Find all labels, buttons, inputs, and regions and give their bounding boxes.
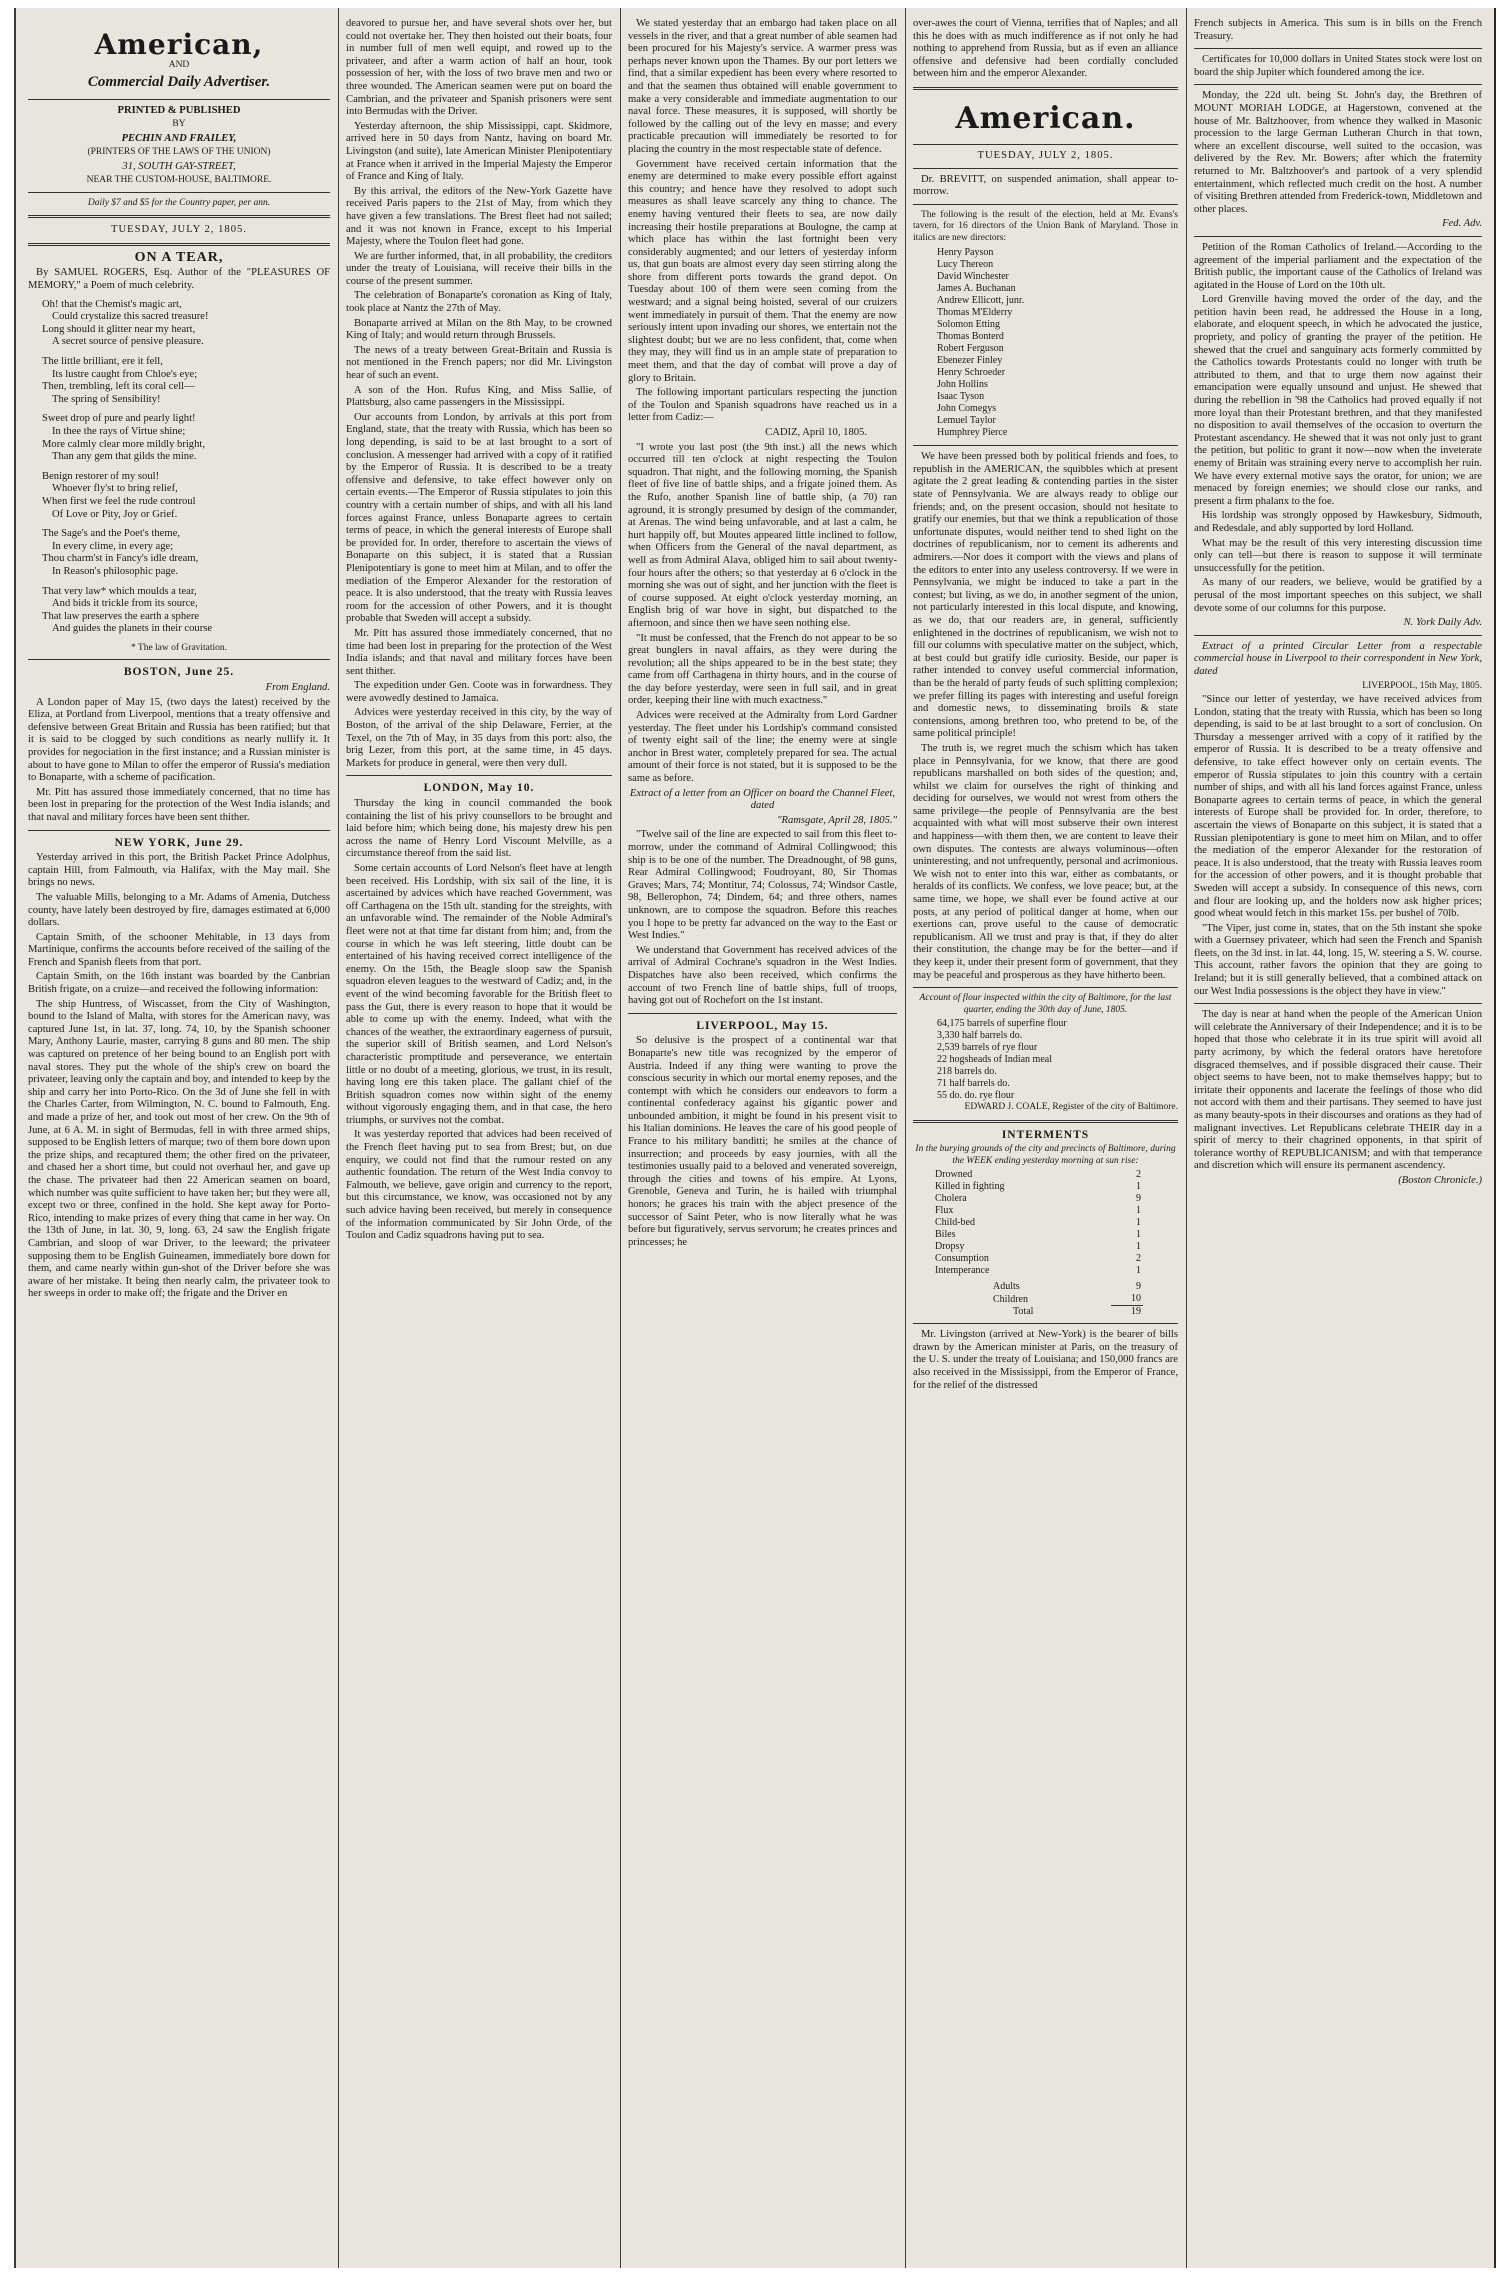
poem-line: When first we feel the rude controul bbox=[42, 495, 196, 507]
interment-row bbox=[933, 1205, 1143, 1217]
article-paragraph: "Twelve sail of the line are expected to sail from this fleet to-morrow, under the command of Admiral Collingwood; this ship is to be one of the number. The Dreadnought, of 98 guns, Rear Admiral Collingwood; Foudroyant, 80, Sir Thomas Graves; Mars, 74; Montitur, 74; Colossus, 74; Windsor Castle, 98, Bellerophon, 74; Dindem, 64; and three others, names unknown, are to compose the squadron. Before this reaches you I hope to be pretty far advanced on the way to the East or West Indies." bbox=[628, 829, 897, 942]
poem-line: The spring of Sensibility! bbox=[52, 393, 161, 405]
article-paragraph: Mr. Pitt has assured those immediately concerned, that no time had been lost in preparing for the protection of the West India islands; and that naval and military forces have been sent thither. bbox=[346, 627, 612, 677]
interment-cause: Dropsy bbox=[935, 1241, 965, 1253]
poem-stanza bbox=[28, 586, 330, 636]
editorial-paragraph: The truth is, we regret much the schism which has taken place in Pennsylvania, for we know, that there are good republicans marshalled on both sides of the question; and, whilst we claim for ourselves the right of thinking and deciding for ourselves, we would not wrest from others the same privilege—the people of Pennsylvania are the best acquainted with what will most subserve their own interest and happiness—with them then, we are content to leave their own disputes. The contests are always voluminous—often uninteresting, and not unfrequently, personal and acrimonious. We wish not to enter into this war, either as combatants, or heralds of its conflicts. We confess, we love peace; but, at the same time, we hope, we shall ever be found active at our posts, at any period of political danger at home, when our exertions can, prove useful to the cause of democratic republicanism. All we trust and pray is that, if they do alter their constitution, the change may be for the better—and if they keep it, under their present form of government, that they may be peaceful and prosperous as they have hitherto been. bbox=[913, 742, 1178, 981]
column-3 bbox=[628, 18, 897, 2256]
article-paragraph: "I wrote you last post (the 9th inst.) all the news which occurred till ten o'clock at night respecting the Toulon squadron. That night, and the following morning, the Spanish fleet of five line of battle ships, and a frigate joined them. As the Rufo, another Spanish line of battle ship, (a 70) ran aground, it is strongly presumed by design of the commander, at Arenas. The wind being unfavorable, and at last a calm, he hurt happily off, but Moutes appeared little inclined to follow, when Officers from the General of the naval department, as well as from Admiral Alava, obliged him to sail about twenty-four hours after the others; so that yesterday at 6 o'clock in the morning she was out of sight, and her junction with the fleet is of course supposed. At eight o'clock yesterday morning, an English brig of war hove in sight, but dispatched to the afternoon, and since then we have seen nothing else. bbox=[628, 441, 897, 629]
interment-count: 1 bbox=[1136, 1229, 1141, 1241]
poem-stanza bbox=[28, 528, 330, 578]
director-name: Henry Schroeder bbox=[937, 367, 1006, 379]
article-paragraph: deavored to pursue her, and have several shots over her, but could not overtake her. They then hoisted out their boats, four in number full of men well equipt, and rowed up to the privateer, and after a warm action of half an hour, took possession of her, with the loss of two brave men and two or three wounded. The American seamen were put on board the Cambrian, and the privateer and Spanish prisoners were sent into Bermudas with the Driver. bbox=[346, 18, 612, 118]
boston-heading: BOSTON, June 25. bbox=[123, 666, 235, 679]
article-paragraph: "Since our letter of yesterday, we have received advices from London, stating that the treaty with Russia, which has been so long depending, is said to be at last brought to a sort of conclusion. On Thursday a messenger arrived with a copy of it ratified by the emperor of Russia. It is described to be a treaty offensive and defensive, to take effect however only on certain events. The emperor of Russia stipulates to join this country with a certain number of ships, and with all his land forces against France, unless Bonaparte agrees to certain terms of peace, in which the general interests of Europe shall be provided for. In order, therefore, to ascertain the views of Bonaparte on this subject, it is stated that a Russian plenipotentiary is gone to meet him on Milan, and to offer the mediation of the emperor Alexander for the restoration of peace. It is also understood, that the treaty with Russia leaves room for the accession of other powers, and it is thought probable that Sweden will accept a subsidy. In consequence of this news, corn and flour are looking up, and the holders now ask higher prices; good wheat would fetch in this market 15s. per bushel of 70lb. bbox=[1194, 694, 1482, 920]
poem-line: Oh! that the Chemist's magic art, bbox=[42, 298, 182, 310]
article-paragraph: French subjects in America. This sum is in bills on the French Treasury. bbox=[1194, 18, 1482, 42]
interment-row bbox=[933, 1217, 1143, 1229]
new-york-heading: NEW YORK, June 29. bbox=[114, 836, 244, 849]
article-paragraph: Advices were received at the Admiralty from Lord Gardner yesterday. The fleet under his Lordship's command consisted of twenty eight sail of the line; the enemy were at single anchor in Brest water, completely prepared for sea. The actual amount of their force is not stated, but it is supposed to be the same as before. bbox=[628, 710, 897, 785]
boston-article: A London paper of May 15, (two days the latest) received by the Eliza, at Portland from Liverpool, mentions that a treaty offensive and defensive between Great Britain and Russia has been ratified; but that it is said to be clogged by such conditions as nearly nullify it. It provides for negociation in the first instance; and a Russian minister is about to have gone to Milan to offer the emperor of Russia's mediation to Bonaparte, with a scheme of pacification. bbox=[28, 696, 330, 784]
flour-item: 22 hogsheads of Indian meal bbox=[937, 1054, 1052, 1066]
article-paragraph: We are further informed, that, in all probability, the creditors under the treaty of Louisiana, will receive their bills in the course of the present summer. bbox=[346, 250, 612, 287]
article-paragraph: over-awes the court of Vienna, terrifies that of Naples; and all this he does with as much indifference as if not only he had nothing to apprehend from Russia, but as if even an alliance offensive and defensive had been cordially concluded between him and the emperor Alexander. bbox=[913, 18, 1178, 80]
interment-row bbox=[933, 1181, 1143, 1193]
poem-title: ON A TEAR, bbox=[134, 249, 224, 265]
interment-count: 1 bbox=[1136, 1181, 1141, 1193]
election-intro: The following is the result of the election, held at Mr. Evans's tavern, for 16 directors of the Union Bank of Maryland. Those in italics are new directors: bbox=[913, 209, 1178, 243]
interment-row bbox=[933, 1229, 1143, 1241]
flour-item: 64,175 barrels of superfine flour bbox=[937, 1018, 1067, 1030]
poem-stanza bbox=[28, 413, 330, 463]
column-rule bbox=[905, 8, 906, 2268]
poem-line: Whoever fly'st to bring relief, bbox=[52, 483, 178, 495]
ny-paragraph: Captain Smith, of the schooner Mehitable, in 13 days from Martinique, confirms the accounts before received of the sailing of the French and Spanish fleets from that port. bbox=[28, 931, 330, 968]
editorial-paragraph: Mr. Livingston (arrived at New-York) is the bearer of bills drawn by the American minister at Paris, on the treasury of the U. S. under the treaty of Louisiana; and 150,000 francs are also received in the Mississippi, from the Emperor of France, for the relief of the distressed bbox=[913, 1329, 1178, 1391]
liverpool-heading: LIVERPOOL, May 15. bbox=[696, 1019, 829, 1032]
director-name: Isaac Tyson bbox=[937, 391, 985, 403]
article-paragraph: Certificates for 10,000 dollars in United States stock were lost on board the ship Jupiter which foundered among the ice. bbox=[1194, 54, 1482, 78]
flour-item: 55 do. do. rye flour bbox=[937, 1090, 1015, 1102]
article-paragraph: The celebration of Bonaparte's coronation as King of Italy, took place at Nantz the 27th of May. bbox=[346, 290, 612, 315]
article-paragraph: A son of the Hon. Rufus King, and Miss Sallie, of Plattsburg, also came passengers in the Mississippi. bbox=[346, 384, 612, 409]
poem-line: In every clime, in every age; bbox=[52, 540, 174, 552]
source-credit: (Boston Chronicle.) bbox=[1398, 1174, 1482, 1186]
poem-line: And bids it trickle from its source, bbox=[52, 598, 198, 610]
total-count: 19 bbox=[1111, 1306, 1143, 1319]
ny-paragraph: The valuable Mills, belonging to a Mr. Adams of Amenia, Dutchess county, have lately been destroyed by fire, damages estimated at 6,000 dollars. bbox=[28, 891, 330, 929]
director-name: Lemuel Taylor bbox=[937, 415, 996, 427]
article-paragraph: Government have received certain information that the enemy are determined to make every possible effort against this country; and hence have they resolved to adopt such measures as shall leave scarcely any thing to chance. The enemy having ventured their fleets to sea, are now daily increasing their hostile preparations at Boulogne, the camp at which place has within the last fortnight been very considerably augmented; and our letters of yesterday inform us, that gun boats are almost every day seen stirring along the shore from different ports towards the grand depot. On Tuesday about 100 of them were seen coming from the westward; and a signal being hoisted, several of our cruizers went immediately in pursuit of them. That the enemy are now seriously intent upon invading our shores, we entertain not the slightest doubt; but we are no less confident, that, come when they may, they will find us in an ample state of preparation to meet them, and that the day of combat will prove a day of glory to Britain. bbox=[628, 158, 897, 384]
director-name: John Comegys bbox=[937, 403, 997, 415]
article-paragraph: The news of a treaty between Great-Britain and Russia is not mentioned in the French papers; nor did Mr. Livingston hear of such an event. bbox=[346, 344, 612, 382]
column-1 bbox=[28, 18, 330, 2256]
poem-line: Could crystalize this sacred treasure! bbox=[52, 311, 209, 323]
director-name: Lucy Thereon bbox=[937, 259, 994, 271]
director-name: John Hollins bbox=[937, 379, 988, 391]
flour-list bbox=[913, 1018, 1178, 1102]
editorial-note: Dr. BREVITT, on suspended animation, shall appear to-morrow. bbox=[913, 173, 1178, 198]
interment-cause: Flux bbox=[935, 1205, 954, 1217]
poem-line: In Reason's philosophic page. bbox=[52, 565, 179, 577]
article-paragraph: As many of our readers, we believe, would be gratified by a perusal of the most important speeches on this subject, we shall devote some of our columns for this purpose. bbox=[1194, 577, 1482, 614]
interment-row bbox=[933, 1169, 1143, 1181]
issue-date: TUESDAY, JULY 2, 1805. bbox=[111, 224, 247, 236]
article-paragraph: His lordship was strongly opposed by Hawkesbury, Sidmouth, and Redesdale, and ably supported by lord Holland. bbox=[1194, 510, 1482, 534]
printed-line: PRINTED & PUBLISHED bbox=[117, 104, 241, 116]
director-name: James A. Buchanan bbox=[937, 283, 1016, 295]
director-name: Robert Ferguson bbox=[937, 343, 1004, 355]
poem-footnote: * The law of Gravitation. bbox=[130, 642, 228, 653]
interment-count: 2 bbox=[1136, 1253, 1141, 1265]
article-paragraph: Bonaparte arrived at Milan on the 8th May, to be crowned King of Italy; and would return through Brussels. bbox=[346, 317, 612, 342]
director-name: Thomas Bonterd bbox=[937, 331, 1004, 343]
printers-note: (PRINTERS OF THE LAWS OF THE UNION) bbox=[87, 147, 271, 158]
article-paragraph: Lord Grenville having moved the order of the day, and the petition havin been read, he addressed the House in a long, elaborate, and eloquent speech, in which he advocated the justice, propriety, and policy of granting the prayer of the petition. He shewed that the cruel and sanguinary acts formerly committed by the Catholics towards Protestants could no longer with truth be attributed to them, and that to urge them now against their emancipation were equally unsound and unjust. He shewed that during the rebellion in '98 the Catholics had proved equally if not more loyal than their Protestant brethren, and that they manifested no disposition to avail themselves of the occasion to overturn the Protestant ascendancy. He shewed that it was not only just to grant the petition, but politic to grant it now—now when the inveterate enemy of Britain was straining every nerve to accomplish her ruin. We have every external motive says the orator, for union; we are menaced by foreign enemies; we should close our ranks, and present a firm phalanx to the foe. bbox=[1194, 294, 1482, 507]
column-rule bbox=[620, 8, 621, 2268]
director-name: David Winchester bbox=[937, 271, 1009, 283]
interment-cause: Consumption bbox=[935, 1253, 989, 1265]
ny-paragraph: The ship Huntress, of Wiscasset, from the City of Washington, bound to the Island of Malta, with stores for the American navy, was captured June 1st, in lat. 37, long. 74, 10, by the Spanish schooner Mary, Anthony Laurie, master, carrying 8 guns and 80 men. The ship was captured on pretence of her being bound to an English port with naval stores. They put the whole of the ship's crew on board the privateer, leaving only the captain and boy, and intended to keep by the ship and carry her into Porto-Rico. On the 3d of June she fell in with the Charles Carter, from Wilmington, N. C. bound to Falmouth, Eng. and made a prize of her, and took out most of her crew. On the 9th of June, at 6 A. M. in sight of Bermudas, fell in with three armed ships, supposed to be English letters of marque; two of them bore down upon the prize ships, and recaptured them; the other fired on the privateer, and chased her a short time, but could not overhaul her, and gave up the chase. The privateer had then 22 American seamen on board, which number was quite sufficient to have taken her; but they were all, except two or three, confined in the hold. She kept away for Porto-Rico, intending to make prizes of every thing that came in her way. On the 13th of June, in lat. 30, 9, long. 63, 24 saw the English frigate Cambrian, and sloop of war Driver, to the leeward; the privateer supposing them to be English Guineamen, immediately bore down for them, and came nearly within gun-shot of the Driver before she was aware of her mistake. It being then nearly calm, the privateer took to her sweeps in order to make off; the frigate and the Driver en bbox=[28, 998, 330, 1300]
total-label: Total bbox=[1013, 1306, 1034, 1318]
extract-heading: Extract of a printed Circular Letter from a respectable commercial house in Liverpool to their correspondent in New York, dated bbox=[1194, 640, 1482, 677]
interments-heading: INTERMENTS bbox=[1001, 1128, 1090, 1141]
poem-line: And guides the planets in their course bbox=[52, 623, 213, 635]
flour-item: 218 barrels do. bbox=[937, 1066, 997, 1078]
column-rule bbox=[1186, 8, 1187, 2268]
article-paragraph: We stated yesterday that an embargo had taken place on all vessels in the river, and that a great number of able seamen had been procured for his Majesty's service. A warmer press was perhaps never known upon the Thames. By our port letters we find, that a similar expedient has been every where resorted to and that the seamen thus obtained will enable government to make a very considerable and immediate augmentation to our naval force. These measures, it is supposed, will shortly be followed by the calling out of the levy en masse; and every practicable precaution will immediately be resorted to for placing the country in the most respectable state of defence. bbox=[628, 18, 897, 155]
article-paragraph: So delusive is the prospect of a continental war that Bonaparte's new title was recognized by the emperor of Austria. Indeed if any thing were wanting to prove the conscious security in which our mortal enemy reposes, and the contempt with which he considers our endeavors to form a continental confederacy against his gigantic power and unbounded ambition, it might be found in his present visit to his Italian dominions. He leaves the care of his good people of France to his military banditti; he smiles at the chance of insurrection; and proceeds by easy journies, with all the testimonies usually paid to a beloved and venerated sovereign, through the cities and towns of his empire. At Lyons, Grenoble, Geneva and Turin, he is hailed with triumphal honors; he graces his train with the abject presence of the successor of Saint Peter, who is now literally what he was before but figuratively, servus servorum; he creates princes and princesses; he bbox=[628, 1035, 897, 1248]
director-name: Ebenezer Finley bbox=[937, 355, 1003, 367]
flour-heading: Account of flour inspected within the city of Baltimore, for the last quarter, ending the 30th day of June, 1805. bbox=[919, 993, 1172, 1015]
poem-line: More calmly clear more mildly bright, bbox=[42, 438, 205, 450]
interment-row bbox=[933, 1253, 1143, 1265]
article-paragraph: Monday, the 22d ult. being St. John's day, the Brethren of MOUNT MORIAH LODGE, at Hagerstown, convened at the house of Mr. Baltzhoover, from whence they walked in Masonic procession to the large German Lutheran Church in that town, where an excellent discourse, well suited to the occasion, was delivered by the Rev. Mr. Bowers; after which the fraternity returned to Mr. Baltzhoover's and partook of a very splendid entertainment, which reflected much credit on the host. A number of visiting Brethren attended from Frederick-town, Middletown and other places. bbox=[1194, 90, 1482, 215]
interments-subheading: In the burying grounds of the city and precincts of Baltimore, during the WEEK ending yesterday morning at sun rise: bbox=[915, 1144, 1176, 1166]
poem-line: Long should it glitter near my heart, bbox=[42, 323, 196, 335]
flour-item: 71 half barrels do. bbox=[937, 1078, 1010, 1090]
flour-signature: EDWARD J. COALE, Register of the city of Baltimore. bbox=[964, 1102, 1178, 1113]
director-name: Humphrey Pierce bbox=[937, 427, 1008, 439]
poem-line: Its lustre caught from Chloe's eye; bbox=[52, 368, 198, 380]
flour-item: 3,330 half barrels do. bbox=[937, 1030, 1023, 1042]
interment-count: 1 bbox=[1136, 1241, 1141, 1253]
article-paragraph: The expedition under Gen. Coote was in forwardness. They were avowedly destined to Jamaica. bbox=[346, 680, 612, 704]
director-name: Thomas M'Elderry bbox=[937, 307, 1013, 319]
poem-line: Thou charm'st in Fancy's idle dream, bbox=[42, 553, 199, 565]
masthead-subtitle: Commercial Daily Advertiser. bbox=[87, 73, 271, 90]
subscription-terms: Daily $7 and $5 for the Country paper, per ann. bbox=[87, 197, 271, 208]
interment-count: 9 bbox=[1136, 1193, 1141, 1205]
poem-line: Sweet drop of pure and pearly light! bbox=[42, 413, 196, 425]
interment-cause: Child-bed bbox=[935, 1217, 975, 1229]
article-paragraph: Our accounts from London, by arrivals at this port from England, state, that the treaty with Russia, which has been so long depending, is said to be at last brought to a sort of conclusion. A messenger had arrived with a copy of it ratified by the Emperor of Russia. It is described to be a treaty offensive and defensive, to take effect however only on certain events.—The Emperor of Russia stipulates to join this country with a certain number of ships, and with all his land forces against France, unless Bonaparte agrees to certain terms of peace, in which the general interests of Europe shall be provided for. In order, therefore to ascertain the views of Bonaparte on this subject, it is stated that a Russian Plenipotentiary is gone to meet him at Milan, and to offer the mediation of the Emperor Alexander for the restoration of peace. It is also understood, that the treaty with Russia leaves room for the accession of other Powers, and it is thought probable that Sweden will accept a subsidy. bbox=[346, 411, 612, 625]
director-name: Solomon Etting bbox=[937, 319, 1001, 331]
poem-stanza bbox=[28, 299, 330, 349]
adults-label: Adults bbox=[993, 1281, 1020, 1293]
poem-line: Of Love or Pity, Joy or Grief. bbox=[52, 508, 178, 520]
interment-cause: Intemperance bbox=[935, 1265, 990, 1277]
london-heading: LONDON, May 10. bbox=[423, 782, 535, 795]
source-credit: Fed. Adv. bbox=[1442, 218, 1482, 230]
article-paragraph: We understand that Government has received advices of the arrival of Admiral Cochrane's squadron in the West Indies. Dispatches have also been received, which confirms the account of two French line of battle ships, full of troops, having got out of Rochefort on the 1st instant. bbox=[628, 944, 897, 1007]
newspaper-page bbox=[14, 8, 1496, 2268]
poem-line: The little brilliant, ere it fell, bbox=[42, 356, 163, 368]
column-2 bbox=[346, 18, 612, 2256]
interment-cause: Cholera bbox=[935, 1193, 967, 1205]
article-paragraph: What may be the result of this very interesting discussion time only can tell—but there is reason to suppose it will terminate unsuccessfully for the petition. bbox=[1194, 537, 1482, 574]
interments-table bbox=[933, 1169, 1143, 1277]
poem-line: In thee the rays of Virtue shine; bbox=[52, 426, 186, 437]
article-paragraph: Some certain accounts of Lord Nelson's fleet have at length been received. His Lordship, with six sail of the line, it is ascertained by advices which have reached Government, was off Carthagena on the 15th ult. standing for the streights, with an unfavorable wind. The remainder of the Noble Admiral's fleet were not at that time far distant from him; and, from the course in which he was left steering, little doubt can be entertained of his having received correct intelligence of the enemy. On the 15th, the Beagle sloop saw the Spanish squadron eleven leagues to the westward of Cadiz; and, in the event of the wind becoming favorable for the British fleet to pass the Gut, there is every reason to hope that it would be able to come up with the enemy. Indeed, what with the chances of the weather, the extraordinary eagerness of pursuit, the superior skill of British seamen, and Lord Nelson's characteristic promptitude and perseverance, we entertain little or no doubt of a meeting, glorious, we trust, in its result, having long ere this taken place. The gallant chief of the British squadron comes now within sight of the enemy without vigorously engaging them, and in that case, the hero triumphs, or survives not the combat. bbox=[346, 863, 612, 1126]
children-label: Children bbox=[993, 1293, 1028, 1305]
poem-line: The Sage's and the Poet's theme, bbox=[42, 528, 180, 540]
article-paragraph: It was yesterday reported that advices had been received of the French fleet having put to sea from Brest; but, on due enquiry, we could not find that the rumour rested on any authentic foundation. The return of the West India convoy to Falmouth, we believe, gave origin and currency to the report, but this circumstance, we know, was occasioned not by any such advice having been received, but merely in consequence of the information communicated by Sir John Orde, of the Toulon and Cadiz squadrons having put to sea. bbox=[346, 1129, 612, 1242]
boston-subhead: From England. bbox=[265, 682, 330, 693]
boston-article-2: Mr. Pitt has assured those immediately concerned, that no time has been lost in preparing for the protection of the West India islands; and that naval and military forces have been sent thither. bbox=[28, 786, 330, 823]
interment-count: 1 bbox=[1136, 1205, 1141, 1217]
extract-heading: Extract of a letter from an Officer on board the Channel Fleet, dated bbox=[629, 787, 896, 812]
editorial-paragraph: We have been pressed both by political friends and foes, to republish in the AMERICAN, the squibbles which at present agitate the 2 great leading & contending parties in the sister state of Pennsylvania. We are always ready to oblige our friends; and, on the present occasion, should not hesitate to gratify our enemies, but that we think a republication of those unfortunate disputes, would neither tend to shed light on the doctrines of republicanism, nor to cement its adherents and admirers.—Nor does it comport with the views and plans of the editors to enter into any useless controversy. If we were in Pennsylvania, we might be induced to take a part in the contest; but living, as we do, in another segment of the union, not particularly interested in this local dispute, and knowing, as we do, that our readers are, in general, sufficiently enlightened in the doctrines of republicanism, we wish not to fill our columns with speculative matter on the subject, which, at best could but gratify idle curiosity. Beside, our paper is rather intended to convey useful commercial information, than be the herald of party feuds of such splitting complexion; we prefer filling its pages with interesting and useful foreign and domestic news, to disseminating broils & state contensions, among brethren too, who pretend to be, of the same political principle! bbox=[913, 451, 1178, 740]
article-paragraph: Thursday the king in council commanded the book containing the list of his privy counsellors to be brought and laid before him; which being done, his majesty drew his pen across the name of Henry Lord Viscount Melville, as a circumstance thereof from the said list. bbox=[346, 798, 612, 860]
poem-line: That law preserves the earth a sphere bbox=[42, 610, 200, 622]
column-4 bbox=[913, 18, 1178, 2256]
poem-line: Than any gem that gilds the mine. bbox=[52, 451, 197, 463]
article-paragraph: Petition of the Roman Catholics of Ireland.—According to the agreement of the imperial parliament and the expectation of the British public, the important cause of the Catholics of Ireland was agitated in the House of Lord on the 10th ult. bbox=[1194, 241, 1482, 291]
interment-row bbox=[933, 1265, 1143, 1277]
interment-count: 2 bbox=[1136, 1169, 1141, 1181]
poem-byline: By SAMUEL ROGERS, Esq. Author of the "PLEASURES OF MEMORY," a Poem of much celebrity. bbox=[28, 267, 330, 292]
directors-list bbox=[913, 247, 1178, 439]
article-paragraph: The day is near at hand when the people of the American Union will celebrate the Anniversary of their Independence; and it is to be hoped that those who celebrate it in its true spirit will avoid all party acrimony, by which the federal orators have heretofore disgraced themselves, and if possible disgraced their cause. Their object seems to have been, not to make themselves happy; but to irritate their opponents and lacerate the feelings of those who did not accord with them and their partisans. They seemed to have just as many beauty-spots in their discourses and orations as they had of malignant invectives. Let Republicans celebrate THEIR day in a spirit of mercy to their chagrined opponents, in that spirit of tolerance worthy of REPUBLICANISM; and with that temperance and discretion which will ensure its permanent ascendency. bbox=[1194, 1009, 1482, 1172]
interment-cause: Drowned bbox=[935, 1169, 973, 1181]
address: 31, SOUTH GAY-STREET, bbox=[122, 160, 236, 172]
article-paragraph: Yesterday afternoon, the ship Mississippi, capt. Skidmore, arrived here in 50 days from Nantz, having on board Mr. Livingston (and suite), late American Minister Plenipotentiary at France when it arrived in the Imperial Majesty the Emperor of France and King of Italy. bbox=[346, 120, 612, 183]
interment-row bbox=[933, 1241, 1143, 1253]
interment-row bbox=[933, 1193, 1143, 1205]
editorial-date: TUESDAY, JULY 2, 1805. bbox=[977, 149, 1114, 161]
poem-body bbox=[28, 299, 330, 636]
interment-count: 1 bbox=[1136, 1265, 1141, 1277]
poem-stanza bbox=[28, 356, 330, 406]
poem-line: That very law* which moulds a tear, bbox=[42, 585, 197, 597]
children-count: 10 bbox=[1131, 1293, 1141, 1305]
source-credit: N. York Daily Adv. bbox=[1403, 617, 1482, 629]
column-rule bbox=[338, 8, 339, 2268]
article-paragraph: By this arrival, the editors of the New-York Gazette have received Paris papers to the 21st of May, from which they have given a few translations. The Brest fleet had not sailed; and it was not known in France, except to his Imperial Majesty, where the Toulon fleet had gone. bbox=[346, 185, 612, 248]
masthead-title: American, bbox=[94, 28, 264, 61]
extract-dateline: LIVERPOOL, 15th May, 1805. bbox=[1362, 680, 1482, 691]
poem-stanza bbox=[28, 471, 330, 521]
poem-line: A secret source of pensive pleasure. bbox=[52, 336, 204, 348]
column-5 bbox=[1194, 18, 1482, 2256]
interment-cause: Biles bbox=[935, 1229, 956, 1241]
poem-line: Benign restorer of my soul! bbox=[42, 470, 160, 482]
article-paragraph: "The Viper, just come in, states, that on the 5th instant she spoke with a Guernsey privateer, which had seen the French and Spanish fleets, on the 3d inst. in lat. 44, long. 15, W. steering a S. W. course. This account, rather favors the opinion that they are going to Ireland; but it is still generally believed, that a combined attack on our West India possessions is the object they have in view." bbox=[1194, 922, 1482, 997]
adults-count: 9 bbox=[1136, 1281, 1141, 1293]
director-name: Andrew Ellicott, junr. bbox=[937, 295, 1025, 307]
poem-line: Then, trembling, left its coral cell— bbox=[42, 381, 195, 393]
interments-totals bbox=[933, 1281, 1143, 1318]
ny-paragraph: Captain Smith, on the 16th instant was boarded by the Canbrian British frigate, on a cruize—and received the following information: bbox=[28, 971, 330, 996]
article-paragraph: The following important particulars respecting the junction of the Toulon and Spanish squadrons have reached us in a letter from Cadiz:— bbox=[628, 387, 897, 424]
article-paragraph: Advices were yesterday received in this city, by the way of Boston, of the arrival of the ship Delaware, Ferrier, at the Texel, on the 7th of May, in 35 days from this port: also, the brig Lezer, from this port, at the same time, in 45 days. Markets for produce in general, were then very dull. bbox=[346, 707, 612, 769]
address-2: NEAR THE CUSTOM-HOUSE, BALTIMORE. bbox=[86, 175, 272, 186]
flour-item: 2,539 barrels of rye flour bbox=[937, 1042, 1038, 1054]
interment-cause: Killed in fighting bbox=[935, 1181, 1005, 1193]
ny-paragraph: Yesterday arrived in this port, the British Packet Prince Adolphus, captain Hill, from Falmouth, via Halifax, with the May mail. She brings no news. bbox=[28, 852, 330, 889]
director-name: Henry Payson bbox=[937, 247, 994, 259]
extract-dateline: "Ramsgate, April 28, 1805." bbox=[777, 814, 897, 826]
cadiz-dateline: CADIZ, April 10, 1805. bbox=[765, 427, 867, 438]
interment-count: 1 bbox=[1136, 1217, 1141, 1229]
editorial-masthead: American. bbox=[955, 100, 1136, 136]
by-line: BY bbox=[172, 119, 186, 130]
article-paragraph: "It must be confessed, that the French do not appear to be so great bunglers in naval affairs, as they were during the revolution; all the ships appeared to be in the best state; they came from off Carthagena in thirty hours, and in the course of the day before yesterday, were seen in full sail, and in great order, keeping their line with much exactness." bbox=[628, 632, 897, 707]
masthead-and: AND bbox=[168, 60, 190, 70]
publishers: PECHIN AND FRAILEY, bbox=[121, 132, 237, 144]
